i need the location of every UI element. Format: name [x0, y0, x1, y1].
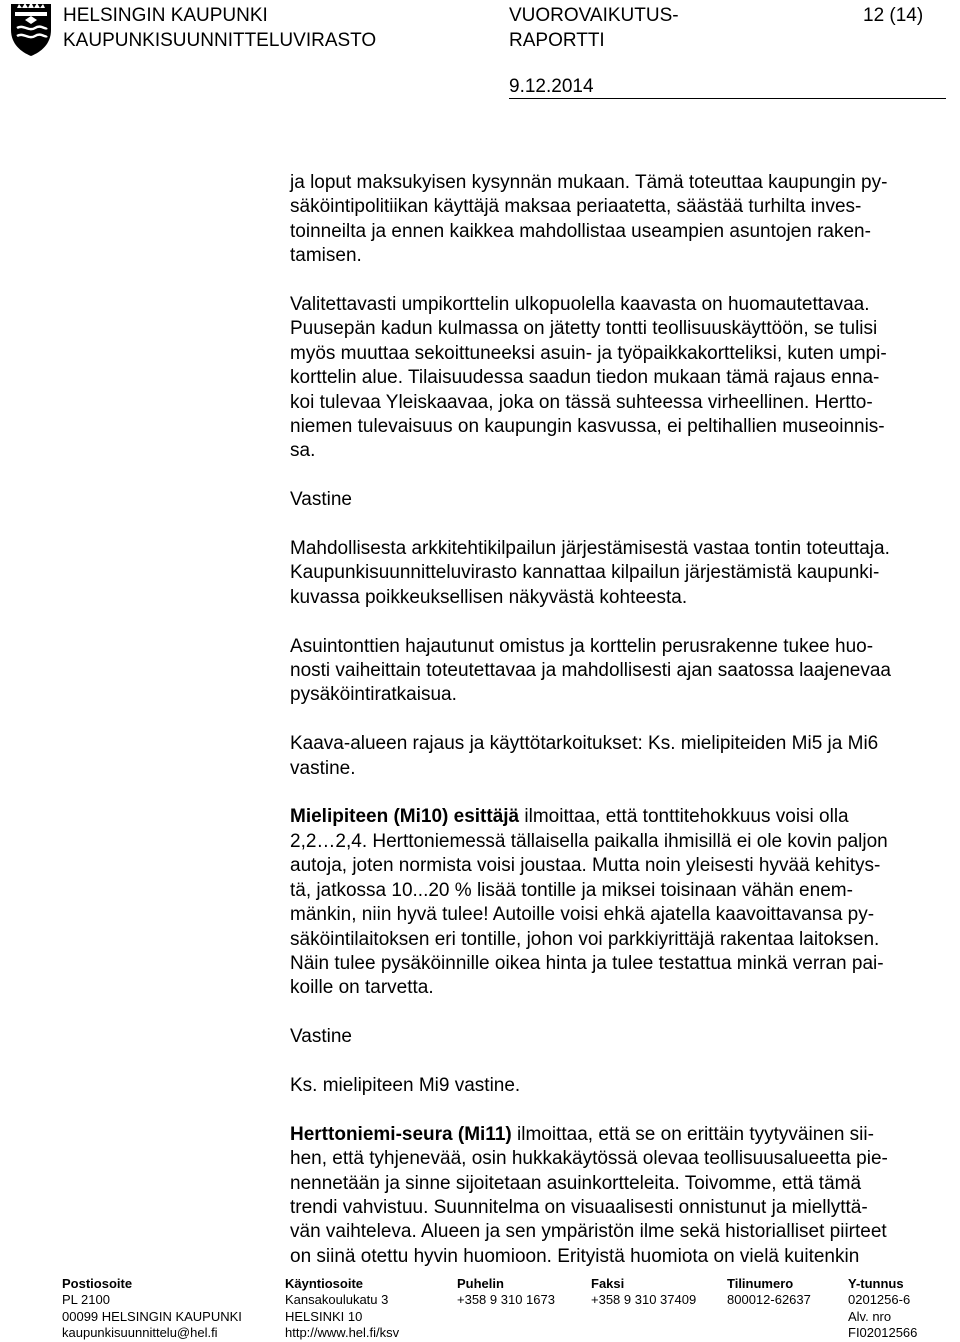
text-line: koi tulevaa Yleiskaavaa, joka on tässä suhteessa virheellinen. Hertto-	[290, 391, 873, 413]
text-line: vastine.	[290, 757, 356, 779]
text-line: toinneilta ja ennen kaikkea mahdollistaa useampien asuntojen raken-	[290, 220, 871, 242]
text-line: Asuintonttien hajautunut omistus ja korttelin perusrakenne tukee huo-	[290, 635, 874, 657]
section-heading: Vastine	[290, 1026, 352, 1048]
footer-text: FI02012566	[848, 1324, 918, 1340]
header-document-type	[509, 3, 679, 53]
footer-email: kaupunkisuunnittelu@hel.fi	[62, 1324, 218, 1340]
paragraph	[290, 732, 950, 781]
text-line: Mahdollisesta arkkitehtikilpailun järjestämisestä vastaa tontin toteuttaja.	[290, 538, 890, 560]
text-line: niemen tulevaisuus on kaupungin kasvussa, ei peltihallien museoinnis-	[290, 416, 885, 438]
text-line: ilmoittaa, että se on erittäin tyytyväinen sii-	[511, 1123, 874, 1145]
text-line: korttelin alue. Tilaisuudessa saadun tiedon mukaan tämä rajaus enna-	[290, 367, 880, 389]
paragraph	[290, 1123, 950, 1269]
document-date: 9.12.2014	[509, 76, 594, 97]
footer-url: http://www.hel.fi/ksv	[285, 1324, 400, 1340]
footer-heading: Faksi	[591, 1276, 625, 1291]
section-heading: Vastine	[290, 489, 352, 511]
text-line: 2,2…2,4. Herttoniemessä tällaisella paikalla ihmisillä ei ole kovin paljon	[290, 830, 888, 852]
paragraph: Ks. mielipiteen Mi9 vastine.	[290, 1074, 521, 1096]
footer-heading: Tilinumero	[727, 1276, 794, 1291]
footer-text: PL 2100	[62, 1292, 110, 1308]
text-line: vän vaihteleva. Alueen ja sen ympäristön ilme sekä historialliset piirteet	[290, 1221, 887, 1243]
text-line: mänkin, niin hyvä tulee! Autoille voisi ehkä ajatella kaavoittavansa py-	[290, 904, 875, 926]
text-line: Näin tulee pysäköinnille oikea hinta ja tulee testattua minkä verran pai-	[290, 952, 884, 974]
paragraph	[290, 537, 950, 610]
text-line: tä, jatkossa 10...20 % lisää tontille ja miksei toisinaan vähän enem-	[290, 879, 853, 901]
text-line: säköintipolitiikan käyttäjä maksaa periaatetta, säästää turhilta inves-	[290, 196, 862, 218]
footer-text: 800012-62637	[727, 1292, 811, 1308]
header-organization	[63, 3, 376, 53]
footer-tilinumero	[727, 1276, 811, 1309]
helsinki-crest-icon	[7, 0, 55, 58]
doc-type-line1: VUOROVAIKUTUS-	[509, 5, 679, 26]
footer-postiosoite	[62, 1276, 242, 1341]
header-divider	[509, 98, 946, 99]
text-line: ilmoittaa, että tonttitehokkuus voisi olla	[519, 806, 849, 828]
paragraph	[290, 805, 950, 1000]
footer-puhelin	[457, 1276, 555, 1309]
footer-faksi	[591, 1276, 696, 1309]
commenter-name: Herttoniemi-seura (Mi11)	[290, 1123, 512, 1145]
text-line: Puusepän kadun kulmassa on jätetty tontti teollisuuskäyttöön, se tulisi	[290, 318, 878, 340]
footer-heading: Y-tunnus	[848, 1276, 904, 1291]
doc-type-line2: RAPORTTI	[509, 30, 605, 51]
text-line: autoja, joten normista voisi joustaa. Mutta noin yleisesti hyvää kehitys-	[290, 855, 881, 877]
text-line: myös muuttaa sekoittuneeksi asuin- ja työpaikkakortteliksi, kuten umpi-	[290, 342, 887, 364]
text-line: koille on tarvetta.	[290, 977, 434, 999]
commenter-name: Mielipiteen (Mi10) esittäjä	[290, 806, 520, 828]
page-number: 12 (14)	[863, 5, 924, 26]
text-line: Kaava-alueen rajaus ja käyttötarkoitukset: Ks. mielipiteiden Mi5 ja Mi6	[290, 733, 879, 755]
footer-ytunnus	[848, 1276, 917, 1341]
text-line: sa.	[290, 440, 316, 462]
text-line: ja loput maksukyisen kysynnän mukaan. Tämä toteuttaa kaupungin py-	[290, 172, 888, 193]
text-line: kuvassa poikkeuksellisen näkyvästä kohteesta.	[290, 586, 688, 608]
footer-heading: Käyntiosoite	[285, 1276, 364, 1291]
footer-text: 0201256-6	[848, 1292, 911, 1308]
footer-text: +358 9 310 37409	[591, 1292, 697, 1308]
paragraph	[290, 293, 950, 464]
footer-kayntiosoite	[285, 1276, 399, 1341]
text-line: nennetään ja sinne sijoitetaan asuinkortteleita. Toivomme, että tämä	[290, 1172, 862, 1194]
document-body	[290, 171, 950, 1269]
footer-text: Kansakoulukatu 3	[285, 1292, 389, 1308]
department-name: KAUPUNKISUUNNITTELUVIRASTO	[63, 30, 377, 51]
text-line: Kaupunkisuunnitteluvirasto kannattaa kilpailun järjestämistä kaupunki-	[290, 562, 880, 584]
text-line: hen, että tyhjenevää, osin hukkakäytössä olevaa teollisuusalueetta pie-	[290, 1148, 888, 1170]
footer-text: 00099 HELSINGIN KAUPUNKI	[62, 1308, 242, 1324]
paragraph	[290, 635, 950, 708]
text-line: on siinä otettu hyvin huomioon. Erityistä huomiota on vielä kuitenkin	[290, 1245, 860, 1267]
text-line: nosti vaiheittain toteutettavaa ja mahdollisesti ajan saatossa laajenevaa	[290, 660, 891, 682]
footer-text: HELSINKI 10	[285, 1308, 363, 1324]
text-line: Valitettavasti umpikorttelin ulkopuolella kaavasta on huomautettavaa.	[290, 294, 870, 316]
footer-text: +358 9 310 1673	[457, 1292, 555, 1308]
paragraph	[290, 171, 950, 269]
footer-heading: Postiosoite	[62, 1276, 133, 1291]
text-line: tamisen.	[290, 245, 362, 267]
text-line: trendi vahvistuu. Suunnitelma on visuaalisesti onnistunut ja miellyttä-	[290, 1196, 868, 1218]
footer-text: Alv. nro	[848, 1308, 892, 1324]
text-line: säköintilaitoksen eri tontille, johon voi parkkiyrittäjä rakentaa laitoksen.	[290, 928, 880, 950]
footer-heading: Puhelin	[457, 1276, 504, 1291]
org-name: HELSINGIN KAUPUNKI	[63, 5, 268, 26]
text-line: pysäköintiratkaisua.	[290, 684, 457, 706]
